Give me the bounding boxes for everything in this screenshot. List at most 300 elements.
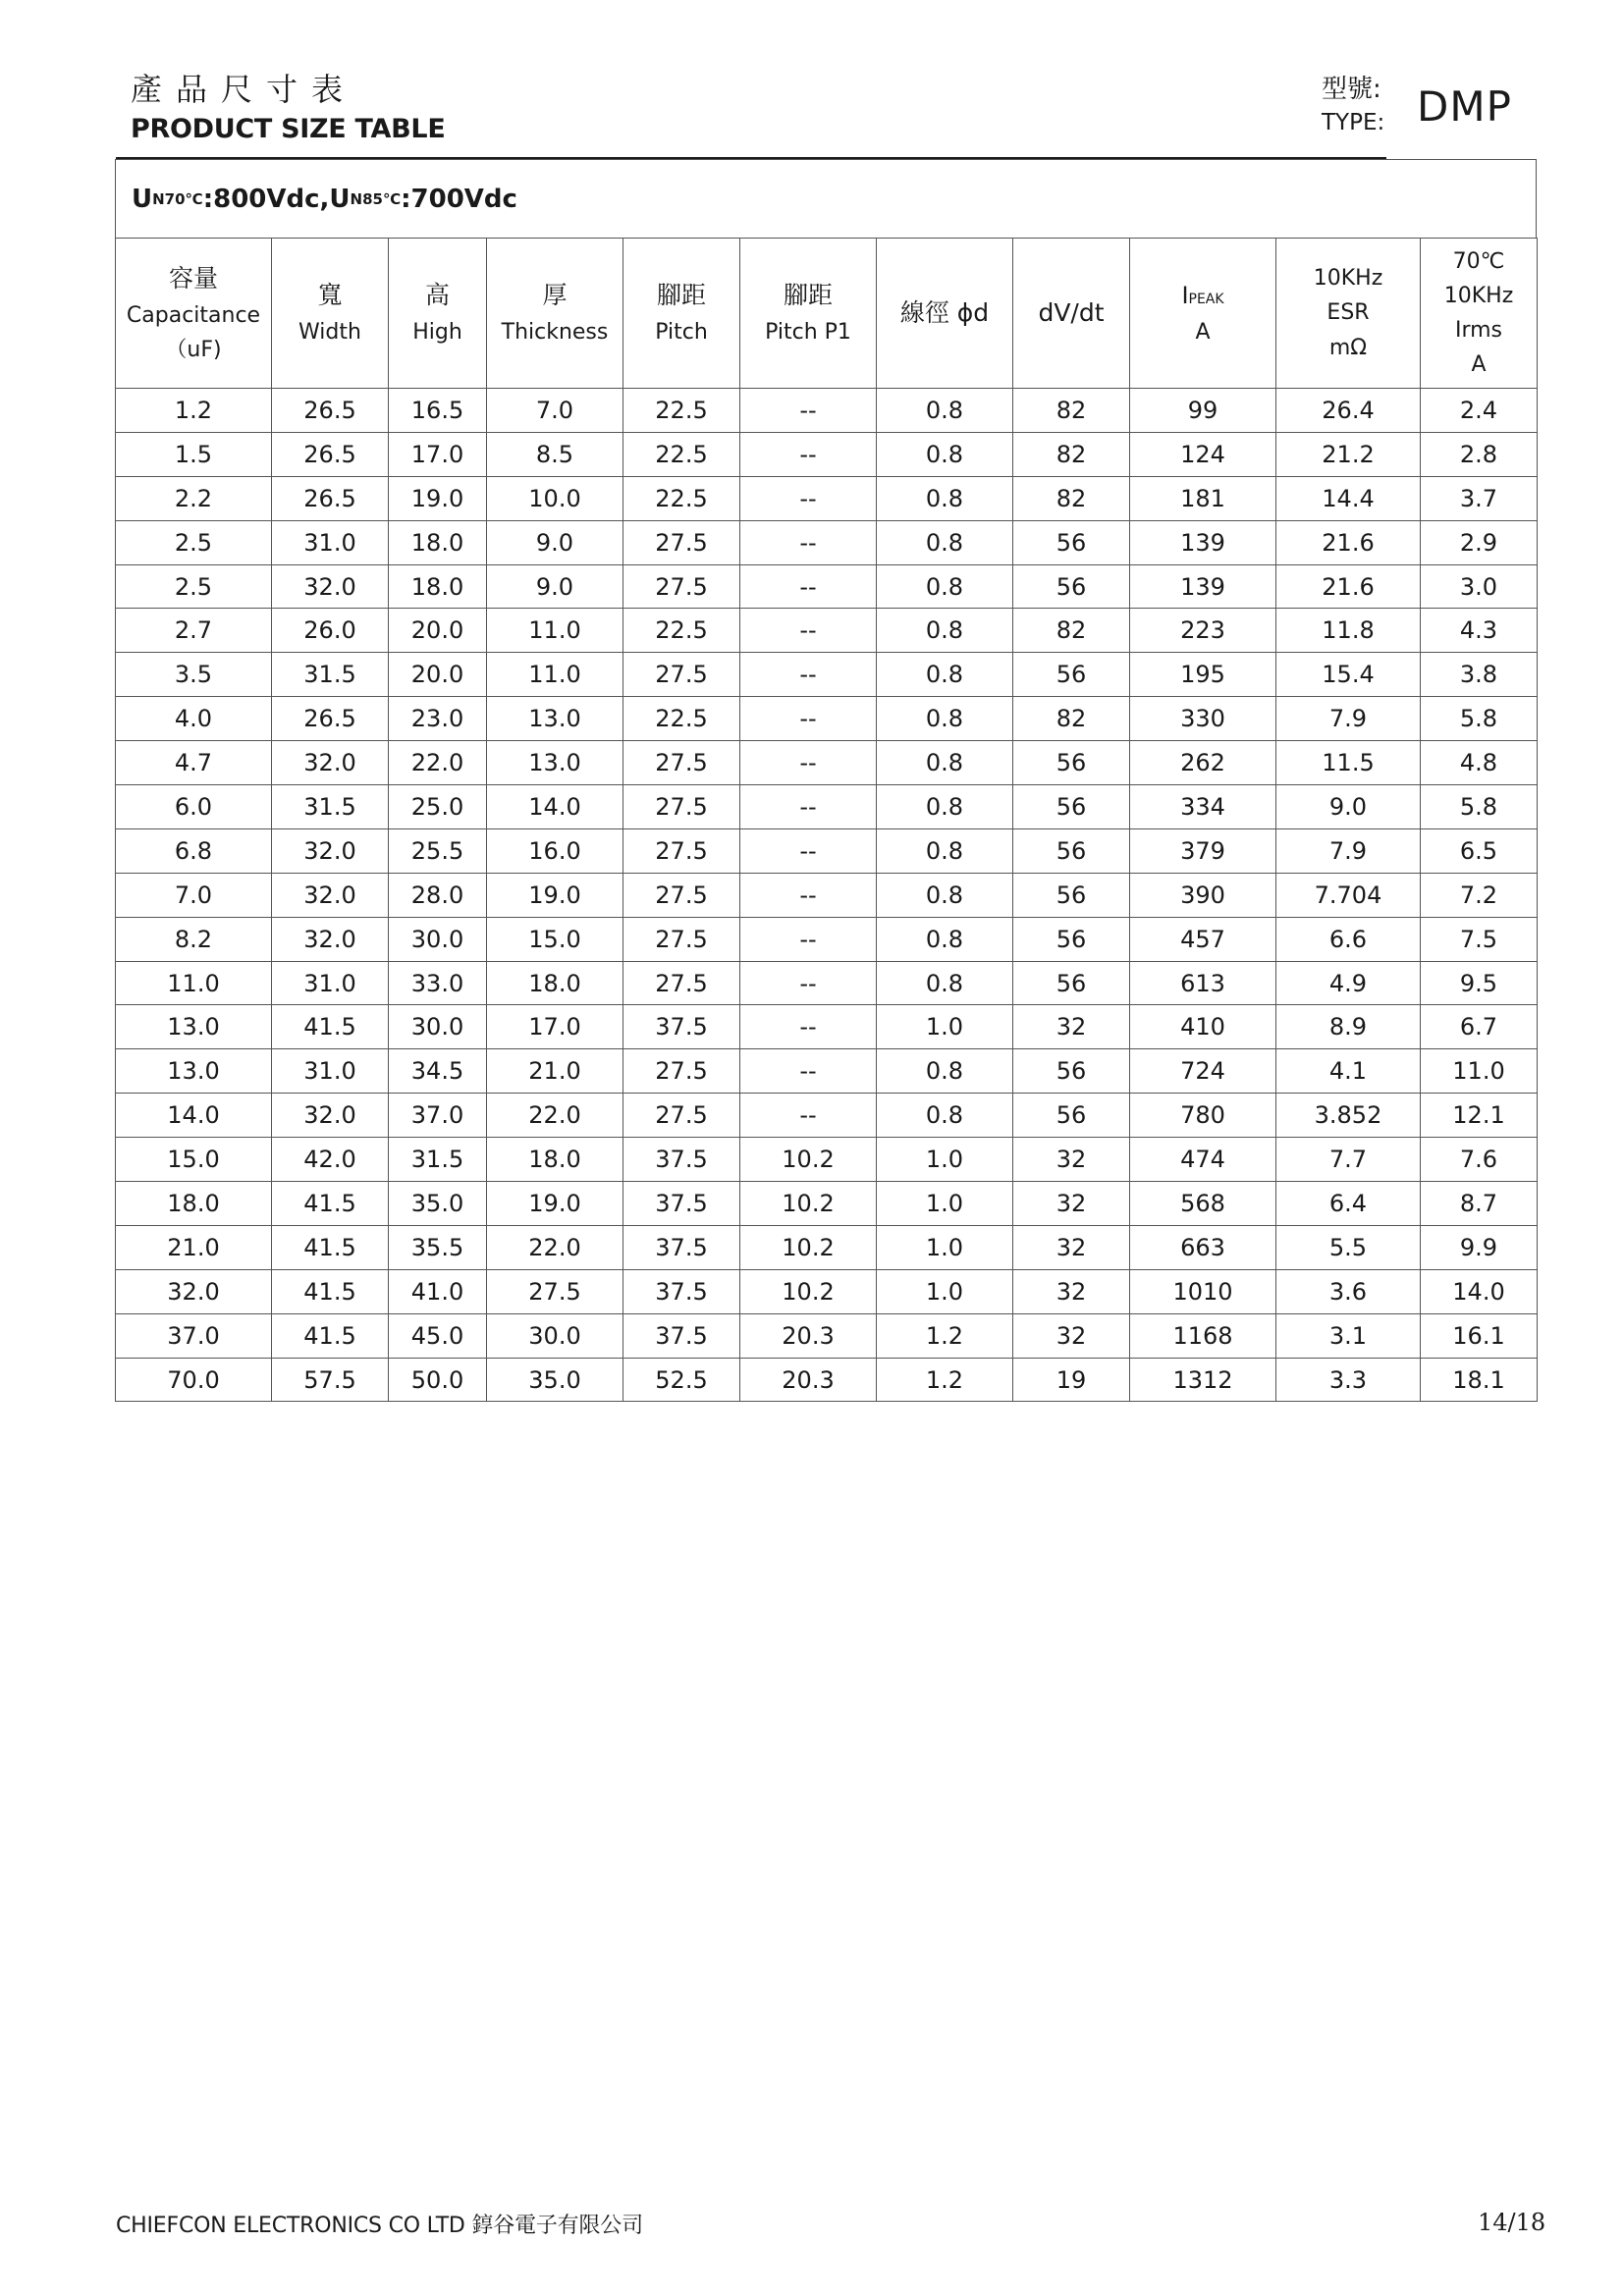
column-header-capacitance (116, 239, 272, 389)
cell-pitch-p1: 20.3 (740, 1313, 877, 1358)
cell-ipeak: 139 (1130, 520, 1276, 564)
cell-dvdt: 56 (1013, 873, 1130, 917)
cell-capacitance: 6.8 (116, 828, 272, 873)
cell-thickness: 18.0 (487, 1138, 623, 1182)
wire-diameter-label: 線徑 ϕd (899, 298, 990, 327)
cell-pitch: 27.5 (623, 873, 740, 917)
cell-width: 57.5 (272, 1358, 389, 1402)
cell-ipeak: 99 (1130, 389, 1276, 433)
cell-width: 41.5 (272, 1269, 389, 1313)
cell-wire-diameter: 0.8 (877, 520, 1013, 564)
cell-wire-diameter: 0.8 (877, 432, 1013, 476)
cell-esr: 6.4 (1276, 1182, 1421, 1226)
voltage-u1-symbol: U (132, 184, 153, 214)
cell-wire-diameter: 0.8 (877, 476, 1013, 520)
cell-wire-diameter: 1.0 (877, 1269, 1013, 1313)
cell-pitch: 52.5 (623, 1358, 740, 1402)
cell-capacitance: 15.0 (116, 1138, 272, 1182)
cell-pitch-p1: -- (740, 476, 877, 520)
irms-unit: A (1471, 352, 1487, 378)
cell-wire-diameter: 1.2 (877, 1358, 1013, 1402)
cell-high: 37.0 (389, 1094, 487, 1138)
cell-high: 41.0 (389, 1269, 487, 1313)
cell-pitch: 27.5 (623, 520, 740, 564)
table-row (116, 961, 1538, 1005)
width-cn: 寬 (317, 281, 343, 310)
cell-thickness: 22.0 (487, 1225, 623, 1269)
cell-capacitance: 7.0 (116, 873, 272, 917)
cell-dvdt: 56 (1013, 785, 1130, 829)
table-row (116, 741, 1538, 785)
cell-ipeak: 181 (1130, 476, 1276, 520)
cell-wire-diameter: 1.2 (877, 1313, 1013, 1358)
cell-width: 31.0 (272, 1049, 389, 1094)
cell-ipeak: 262 (1130, 741, 1276, 785)
cell-high: 25.5 (389, 828, 487, 873)
cell-esr: 7.704 (1276, 873, 1421, 917)
cell-width: 41.5 (272, 1182, 389, 1226)
cell-capacitance: 4.0 (116, 697, 272, 741)
type-value: DMP (1417, 82, 1512, 131)
table-row (116, 1269, 1538, 1313)
table-row (116, 389, 1538, 433)
table-row (116, 520, 1538, 564)
cell-capacitance: 21.0 (116, 1225, 272, 1269)
cell-capacitance: 70.0 (116, 1358, 272, 1402)
pitch-p1-en: Pitch P1 (765, 320, 851, 346)
cell-dvdt: 32 (1013, 1269, 1130, 1313)
table-row (116, 1182, 1538, 1226)
voltage-u2-symbol: U (329, 184, 351, 214)
cell-thickness: 22.0 (487, 1094, 623, 1138)
cell-dvdt: 56 (1013, 917, 1130, 961)
footer-company: CHIEFCON ELECTRONICS CO LTD 錞谷電子有限公司 (116, 2214, 643, 2238)
cell-irms: 7.2 (1421, 873, 1538, 917)
cell-dvdt: 56 (1013, 961, 1130, 1005)
cell-high: 30.0 (389, 1005, 487, 1049)
cell-dvdt: 56 (1013, 520, 1130, 564)
table-row (116, 609, 1538, 653)
cell-esr: 11.8 (1276, 609, 1421, 653)
irms-frequency: 10KHz (1443, 283, 1514, 308)
cell-thickness: 18.0 (487, 961, 623, 1005)
cell-irms: 2.8 (1421, 432, 1538, 476)
cell-wire-diameter: 1.0 (877, 1182, 1013, 1226)
cell-thickness: 10.0 (487, 476, 623, 520)
cell-dvdt: 56 (1013, 653, 1130, 697)
cell-pitch-p1: -- (740, 1094, 877, 1138)
column-header-width (272, 239, 389, 389)
cell-esr: 21.6 (1276, 520, 1421, 564)
cell-high: 20.0 (389, 653, 487, 697)
cell-dvdt: 32 (1013, 1225, 1130, 1269)
thickness-cn: 厚 (542, 281, 568, 310)
cell-dvdt: 56 (1013, 1094, 1130, 1138)
cell-esr: 8.9 (1276, 1005, 1421, 1049)
capacitance-en: Capacitance (126, 302, 261, 328)
cell-width: 32.0 (272, 873, 389, 917)
high-cn: 高 (424, 281, 450, 310)
column-header-high (389, 239, 487, 389)
cell-esr: 21.2 (1276, 432, 1421, 476)
table-row (116, 917, 1538, 961)
cell-pitch-p1: -- (740, 564, 877, 609)
cell-dvdt: 82 (1013, 389, 1130, 433)
cell-esr: 26.4 (1276, 389, 1421, 433)
cell-wire-diameter: 1.0 (877, 1005, 1013, 1049)
cell-irms: 3.0 (1421, 564, 1538, 609)
cell-capacitance: 13.0 (116, 1005, 272, 1049)
cell-width: 26.0 (272, 609, 389, 653)
cell-capacitance: 2.5 (116, 564, 272, 609)
column-header-irms (1421, 239, 1538, 389)
cell-width: 26.5 (272, 697, 389, 741)
cell-wire-diameter: 0.8 (877, 917, 1013, 961)
cell-irms: 3.8 (1421, 653, 1538, 697)
cell-wire-diameter: 0.8 (877, 961, 1013, 1005)
cell-ipeak: 724 (1130, 1049, 1276, 1094)
cell-esr: 5.5 (1276, 1225, 1421, 1269)
irms-temperature: 70℃ (1452, 248, 1505, 274)
voltage-u2-subscript: N85℃ (350, 189, 402, 208)
cell-ipeak: 330 (1130, 697, 1276, 741)
cell-width: 32.0 (272, 828, 389, 873)
cell-capacitance: 8.2 (116, 917, 272, 961)
cell-ipeak: 223 (1130, 609, 1276, 653)
esr-unit: mΩ (1328, 335, 1368, 360)
cell-pitch-p1: -- (740, 828, 877, 873)
cell-capacitance: 11.0 (116, 961, 272, 1005)
cell-high: 22.0 (389, 741, 487, 785)
cell-thickness: 19.0 (487, 873, 623, 917)
cell-width: 26.5 (272, 389, 389, 433)
cell-capacitance: 37.0 (116, 1313, 272, 1358)
cell-pitch: 27.5 (623, 564, 740, 609)
cell-ipeak: 663 (1130, 1225, 1276, 1269)
cell-high: 25.0 (389, 785, 487, 829)
cell-irms: 3.7 (1421, 476, 1538, 520)
cell-capacitance: 18.0 (116, 1182, 272, 1226)
table-body (116, 389, 1538, 1402)
cell-irms: 9.5 (1421, 961, 1538, 1005)
cell-capacitance: 6.0 (116, 785, 272, 829)
cell-thickness: 13.0 (487, 741, 623, 785)
cell-ipeak: 1312 (1130, 1358, 1276, 1402)
pitch-cn: 腳距 (656, 281, 706, 310)
cell-ipeak: 410 (1130, 1005, 1276, 1049)
cell-thickness: 13.0 (487, 697, 623, 741)
page-title-chinese: 產品尺寸表 (131, 71, 357, 108)
cell-irms: 9.9 (1421, 1225, 1538, 1269)
cell-thickness: 16.0 (487, 828, 623, 873)
column-header-pitch (623, 239, 740, 389)
cell-ipeak: 195 (1130, 653, 1276, 697)
cell-wire-diameter: 0.8 (877, 873, 1013, 917)
cell-pitch-p1: -- (740, 389, 877, 433)
table-row (116, 1094, 1538, 1138)
cell-wire-diameter: 0.8 (877, 828, 1013, 873)
cell-width: 31.5 (272, 785, 389, 829)
cell-high: 50.0 (389, 1358, 487, 1402)
table-row (116, 564, 1538, 609)
cell-ipeak: 613 (1130, 961, 1276, 1005)
cell-high: 20.0 (389, 609, 487, 653)
cell-thickness: 11.0 (487, 653, 623, 697)
table-header-row (116, 239, 1538, 389)
cell-wire-diameter: 0.8 (877, 389, 1013, 433)
ipeak-subscript: PEAK (1188, 292, 1224, 308)
cell-pitch: 22.5 (623, 697, 740, 741)
cell-width: 31.0 (272, 520, 389, 564)
voltage-u2-value: :700Vdc (401, 184, 517, 214)
cell-esr: 6.6 (1276, 917, 1421, 961)
cell-width: 42.0 (272, 1138, 389, 1182)
cell-capacitance: 2.5 (116, 520, 272, 564)
cell-width: 32.0 (272, 1094, 389, 1138)
cell-high: 18.0 (389, 520, 487, 564)
cell-width: 32.0 (272, 741, 389, 785)
table-row (116, 828, 1538, 873)
high-en: High (412, 320, 462, 346)
cell-irms: 8.7 (1421, 1182, 1538, 1226)
cell-pitch-p1: -- (740, 785, 877, 829)
cell-irms: 5.8 (1421, 697, 1538, 741)
cell-ipeak: 379 (1130, 828, 1276, 873)
cell-irms: 5.8 (1421, 785, 1538, 829)
cell-high: 35.5 (389, 1225, 487, 1269)
cell-pitch: 22.5 (623, 476, 740, 520)
cell-wire-diameter: 0.8 (877, 1049, 1013, 1094)
cell-dvdt: 19 (1013, 1358, 1130, 1402)
cell-capacitance: 2.2 (116, 476, 272, 520)
cell-pitch-p1: -- (740, 653, 877, 697)
voltage-rating (115, 159, 1537, 238)
thickness-en: Thickness (501, 320, 609, 346)
cell-irms: 12.1 (1421, 1094, 1538, 1138)
table-row (116, 785, 1538, 829)
cell-irms: 7.5 (1421, 917, 1538, 961)
cell-pitch: 27.5 (623, 1094, 740, 1138)
cell-pitch-p1: 10.2 (740, 1269, 877, 1313)
cell-high: 19.0 (389, 476, 487, 520)
cell-pitch: 37.5 (623, 1269, 740, 1313)
cell-ipeak: 1168 (1130, 1313, 1276, 1358)
cell-dvdt: 56 (1013, 564, 1130, 609)
cell-pitch-p1: -- (740, 917, 877, 961)
cell-wire-diameter: 0.8 (877, 609, 1013, 653)
table-row (116, 1005, 1538, 1049)
cell-irms: 7.6 (1421, 1138, 1538, 1182)
cell-dvdt: 82 (1013, 476, 1130, 520)
cell-thickness: 30.0 (487, 1313, 623, 1358)
cell-esr: 7.7 (1276, 1138, 1421, 1182)
pitch-en: Pitch (655, 320, 708, 346)
cell-capacitance: 1.2 (116, 389, 272, 433)
table-row (116, 1313, 1538, 1358)
column-header-dvdt (1013, 239, 1130, 389)
cell-pitch-p1: -- (740, 1049, 877, 1094)
cell-pitch: 37.5 (623, 1138, 740, 1182)
cell-esr: 3.1 (1276, 1313, 1421, 1358)
column-header-thickness (487, 239, 623, 389)
table-row (116, 873, 1538, 917)
table-row (116, 697, 1538, 741)
cell-high: 16.5 (389, 389, 487, 433)
cell-irms: 11.0 (1421, 1049, 1538, 1094)
cell-thickness: 15.0 (487, 917, 623, 961)
cell-pitch-p1: 10.2 (740, 1138, 877, 1182)
cell-wire-diameter: 0.8 (877, 564, 1013, 609)
cell-dvdt: 56 (1013, 828, 1130, 873)
cell-high: 34.5 (389, 1049, 487, 1094)
cell-dvdt: 32 (1013, 1005, 1130, 1049)
cell-thickness: 19.0 (487, 1182, 623, 1226)
column-header-pitch-p1 (740, 239, 877, 389)
cell-ipeak: 568 (1130, 1182, 1276, 1226)
cell-pitch: 27.5 (623, 785, 740, 829)
pitch-p1-cn: 腳距 (783, 281, 833, 310)
cell-pitch: 37.5 (623, 1005, 740, 1049)
table-row (116, 476, 1538, 520)
esr-frequency: 10KHz (1313, 266, 1383, 292)
cell-irms: 14.0 (1421, 1269, 1538, 1313)
cell-wire-diameter: 0.8 (877, 653, 1013, 697)
cell-high: 45.0 (389, 1313, 487, 1358)
cell-thickness: 8.5 (487, 432, 623, 476)
cell-high: 31.5 (389, 1138, 487, 1182)
cell-dvdt: 82 (1013, 432, 1130, 476)
cell-pitch: 27.5 (623, 653, 740, 697)
cell-thickness: 17.0 (487, 1005, 623, 1049)
cell-ipeak: 474 (1130, 1138, 1276, 1182)
voltage-u1-value: :800Vdc, (202, 184, 330, 214)
column-header-wire-diameter (877, 239, 1013, 389)
cell-wire-diameter: 1.0 (877, 1225, 1013, 1269)
cell-pitch-p1: 10.2 (740, 1225, 877, 1269)
cell-capacitance: 13.0 (116, 1049, 272, 1094)
cell-pitch: 22.5 (623, 389, 740, 433)
table-row (116, 1358, 1538, 1402)
cell-ipeak: 139 (1130, 564, 1276, 609)
cell-width: 41.5 (272, 1005, 389, 1049)
cell-pitch-p1: -- (740, 432, 877, 476)
cell-ipeak: 1010 (1130, 1269, 1276, 1313)
cell-pitch: 27.5 (623, 917, 740, 961)
cell-esr: 3.852 (1276, 1094, 1421, 1138)
cell-high: 23.0 (389, 697, 487, 741)
cell-width: 32.0 (272, 917, 389, 961)
cell-high: 17.0 (389, 432, 487, 476)
cell-irms: 18.1 (1421, 1358, 1538, 1402)
cell-dvdt: 56 (1013, 1049, 1130, 1094)
cell-pitch: 22.5 (623, 609, 740, 653)
cell-dvdt: 82 (1013, 609, 1130, 653)
product-size-table (115, 238, 1538, 1402)
cell-width: 32.0 (272, 564, 389, 609)
cell-pitch: 27.5 (623, 828, 740, 873)
cell-pitch: 27.5 (623, 961, 740, 1005)
cell-width: 31.5 (272, 653, 389, 697)
cell-thickness: 14.0 (487, 785, 623, 829)
cell-high: 18.0 (389, 564, 487, 609)
cell-dvdt: 32 (1013, 1138, 1130, 1182)
cell-pitch: 37.5 (623, 1313, 740, 1358)
cell-esr: 7.9 (1276, 697, 1421, 741)
cell-width: 26.5 (272, 476, 389, 520)
cell-ipeak: 334 (1130, 785, 1276, 829)
voltage-u1-subscript: N70℃ (152, 189, 203, 208)
cell-wire-diameter: 0.8 (877, 1094, 1013, 1138)
cell-wire-diameter: 1.0 (877, 1138, 1013, 1182)
cell-thickness: 27.5 (487, 1269, 623, 1313)
dvdt-label: dV/dt (1038, 298, 1105, 327)
cell-pitch-p1: -- (740, 873, 877, 917)
cell-capacitance: 3.5 (116, 653, 272, 697)
cell-thickness: 21.0 (487, 1049, 623, 1094)
ipeak-unit: A (1195, 319, 1211, 345)
cell-wire-diameter: 0.8 (877, 697, 1013, 741)
cell-high: 28.0 (389, 873, 487, 917)
cell-pitch-p1: -- (740, 741, 877, 785)
cell-esr: 4.9 (1276, 961, 1421, 1005)
capacitance-cn: 容量 (168, 263, 218, 293)
cell-esr: 14.4 (1276, 476, 1421, 520)
cell-irms: 2.4 (1421, 389, 1538, 433)
cell-esr: 3.3 (1276, 1358, 1421, 1402)
cell-ipeak: 780 (1130, 1094, 1276, 1138)
column-header-ipeak (1130, 239, 1276, 389)
cell-pitch: 37.5 (623, 1182, 740, 1226)
cell-pitch: 37.5 (623, 1225, 740, 1269)
cell-wire-diameter: 0.8 (877, 741, 1013, 785)
cell-dvdt: 32 (1013, 1182, 1130, 1226)
cell-thickness: 7.0 (487, 389, 623, 433)
table-row (116, 1225, 1538, 1269)
cell-thickness: 9.0 (487, 564, 623, 609)
table-row (116, 1049, 1538, 1094)
cell-ipeak: 124 (1130, 432, 1276, 476)
cell-width: 31.0 (272, 961, 389, 1005)
table-row (116, 432, 1538, 476)
cell-esr: 11.5 (1276, 741, 1421, 785)
cell-capacitance: 2.7 (116, 609, 272, 653)
irms-label: Irms (1454, 318, 1503, 343)
cell-high: 35.0 (389, 1182, 487, 1226)
cell-esr: 7.9 (1276, 828, 1421, 873)
cell-width: 41.5 (272, 1225, 389, 1269)
cell-esr: 4.1 (1276, 1049, 1421, 1094)
cell-pitch-p1: -- (740, 609, 877, 653)
cell-irms: 4.8 (1421, 741, 1538, 785)
cell-high: 30.0 (389, 917, 487, 961)
product-size-table-container (115, 159, 1537, 1402)
cell-pitch: 27.5 (623, 741, 740, 785)
cell-irms: 6.5 (1421, 828, 1538, 873)
cell-irms: 16.1 (1421, 1313, 1538, 1358)
page-title-english: PRODUCT SIZE TABLE (131, 114, 446, 144)
table-row (116, 653, 1538, 697)
cell-wire-diameter: 0.8 (877, 785, 1013, 829)
cell-pitch-p1: -- (740, 520, 877, 564)
cell-esr: 3.6 (1276, 1269, 1421, 1313)
cell-pitch-p1: -- (740, 697, 877, 741)
cell-ipeak: 457 (1130, 917, 1276, 961)
capacitance-unit: （uF) (165, 338, 222, 362)
cell-esr: 9.0 (1276, 785, 1421, 829)
cell-capacitance: 4.7 (116, 741, 272, 785)
cell-pitch: 27.5 (623, 1049, 740, 1094)
cell-esr: 21.6 (1276, 564, 1421, 609)
